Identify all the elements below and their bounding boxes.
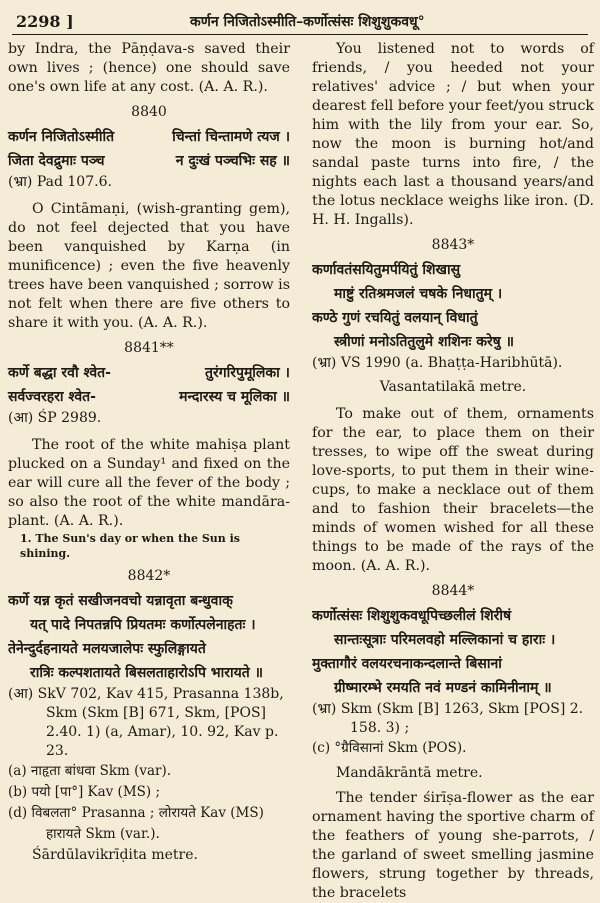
variant-reading: (d) विबलता° Prasanna ; लोरायते Kav (MS) हारायते Skm (var.). bbox=[8, 805, 264, 842]
verse-line: कण्ठे गुणं रचयितुं वलयान् विधातुं bbox=[312, 310, 478, 326]
verse-line: कर्णन निजितोऽस्मीति चिन्तां चिन्तामणे त्यज । bbox=[8, 129, 290, 145]
verse-8840-translation: O Cintāmaṇi, (wish-granting gem), do not feel dejected that you have been vanquished by Karṇa (in munificence) ; even the five heavenly trees have been vanquished ; sorrow is not felt when there are five others to share it with you. (A. A. R.). bbox=[8, 201, 290, 331]
verse-8840-source: (भ्रा) Pad 107.6. bbox=[8, 174, 112, 190]
verse-8844-source: (भ्रा) Skm (Skm [B] 1263, Skm [POS] 2. 158. 3) ; bbox=[312, 701, 584, 736]
verse-line: मुक्तागौरं वलयरचनाकन्दलान्ते बिसानां bbox=[312, 656, 502, 672]
verse-8841-source: (आ) ŚP 2989. bbox=[8, 410, 102, 426]
verse-8842-translation: You listened not to words of friends, / you heeded not your relatives' advice ; / but when your dearest fell before your feet/you struck him with the lily from your ear. So, now the moon is burning hot/and sandal paste turns into fire, / the nights each last a thousand years/and the lotus necklace weighs like iron. (D. H. H. Ingalls). bbox=[312, 41, 594, 228]
verse-line: रात्रिः कल्पशतायते बिसलताहारोऽपि भारायते ॥ bbox=[30, 665, 263, 681]
metre-name: Mandākrāntā metre. bbox=[336, 765, 483, 781]
verse-line: सर्वज्वरहरा श्वेत- मन्दारस्य च मूलिका ॥ bbox=[8, 389, 290, 405]
verse-8843-translation: To make out of them, ornaments for the ear, to place them on their tresses, to wipe off the sweat during love-sports, to put them in their wine-cups, to make a necklace out of them and to fashion their bracelets—the minds of women wished for all these things to be made of the rays of the moon. (A. A. R.). bbox=[312, 406, 594, 574]
variant-reading: (a) नाहृता बांधवा Skm (var). bbox=[8, 763, 172, 779]
metre-name: Śārdūlavikrīḍita metre. bbox=[32, 847, 198, 863]
verse-number-8841: 8841** bbox=[124, 340, 174, 356]
verse-line: कर्णावतंसयितुमर्पयितुं शिखासु bbox=[312, 262, 461, 278]
running-title: कर्णन निजितोऽस्मीति–कर्णोत्संसः शिशुशुकवधू° bbox=[190, 14, 425, 30]
verse-line: माष्टुं रतिश्रमजलं चषके निधातुम् । bbox=[334, 286, 503, 302]
verse-8841-translation: The root of the white mahiṣa plant plucked on a Sunday¹ and fixed on the ear will cure all the fever of the body ; so also the root of the white mandāra-plant. (A. A. R.). bbox=[8, 437, 290, 529]
verse-line: यत् पादे निपतन्नपि प्रियतमः कर्णोत्पलेनाहतः । bbox=[30, 617, 256, 633]
verse-8843-source: (भ्रा) VS 1990 (a. Bhaṭṭa-Haribhūtā). bbox=[312, 355, 563, 371]
verse-8842-sanskrit bbox=[8, 589, 290, 685]
left-column bbox=[8, 40, 290, 865]
verse-line: जिता देवद्रुमाः पञ्च न दुःखं पञ्चभिः सह ॥ bbox=[8, 153, 290, 169]
verse-number-8842: 8842* bbox=[127, 568, 171, 584]
verse-number-8840: 8840 bbox=[131, 104, 167, 120]
translation-8839-end: by Indra, the Pāṇḍava-s saved their own lives ; (hence) one should save one's own life at any cost. (A. A. R.). bbox=[8, 41, 290, 95]
verse-line: कर्णोत्संसः शिशुशुकवधूपिच्छलीलं शिरीषं bbox=[312, 608, 512, 624]
verse-8840-sanskrit bbox=[8, 125, 290, 173]
verse-8844-sanskrit bbox=[312, 604, 594, 700]
verse-8842-source: (आ) SkV 702, Kav 415, Prasanna 138b, Skm (Skm [B] 671, Skm, [POS] 2.40. 1) (a, Amar), 10. 92, Kav p. 23. bbox=[8, 686, 284, 759]
verse-line: स्त्रीणां मनोऽतितुलुमे शशिनः करेषु ॥ bbox=[334, 334, 515, 350]
page-header bbox=[12, 8, 588, 35]
verse-8844-translation: The tender śirīṣa-flower as the ear ornament having the sportive charm of the feathers of young she-parrots, / the garland of sweet smelling jasmine flowers, strung together by threads, the bracelets bbox=[312, 790, 594, 901]
verse-number-8844: 8844* bbox=[431, 583, 475, 599]
verse-line: सान्तःसूत्राः परिमलवहो मल्लिकानां च हाराः । bbox=[334, 632, 556, 648]
verse-8841-sanskrit bbox=[8, 361, 290, 409]
verse-line: तेनेन्दुर्दहनायते मलयजालेपः स्फुलिङ्गायते bbox=[8, 641, 206, 657]
right-column bbox=[312, 40, 594, 903]
verse-line: कर्णे यन्न कृतं सखीजनवचो यन्नावृता बन्धुवाक् bbox=[8, 593, 233, 609]
variant-reading: (b) पयो [पा°] Kav (MS) ; bbox=[8, 784, 161, 800]
verse-8843-sanskrit bbox=[312, 258, 594, 354]
verse-line: कर्णे बद्धा रवौ श्वेत- तुरंगरिपुमूलिका । bbox=[8, 365, 290, 381]
verse-number-8843: 8843* bbox=[431, 237, 475, 253]
metre-name: Vasantatilakā metre. bbox=[379, 379, 527, 395]
footnote: 1. The Sun's day or when the Sun is shining. bbox=[20, 532, 240, 560]
verse-line: ग्रीष्मारम्भे रमयति नवं मण्डनं कामिनीनाम् ॥ bbox=[334, 680, 552, 696]
page-number: 2298 ] bbox=[16, 12, 74, 31]
variant-reading: (c) °ग्रैविसानां Skm (POS). bbox=[312, 740, 467, 756]
